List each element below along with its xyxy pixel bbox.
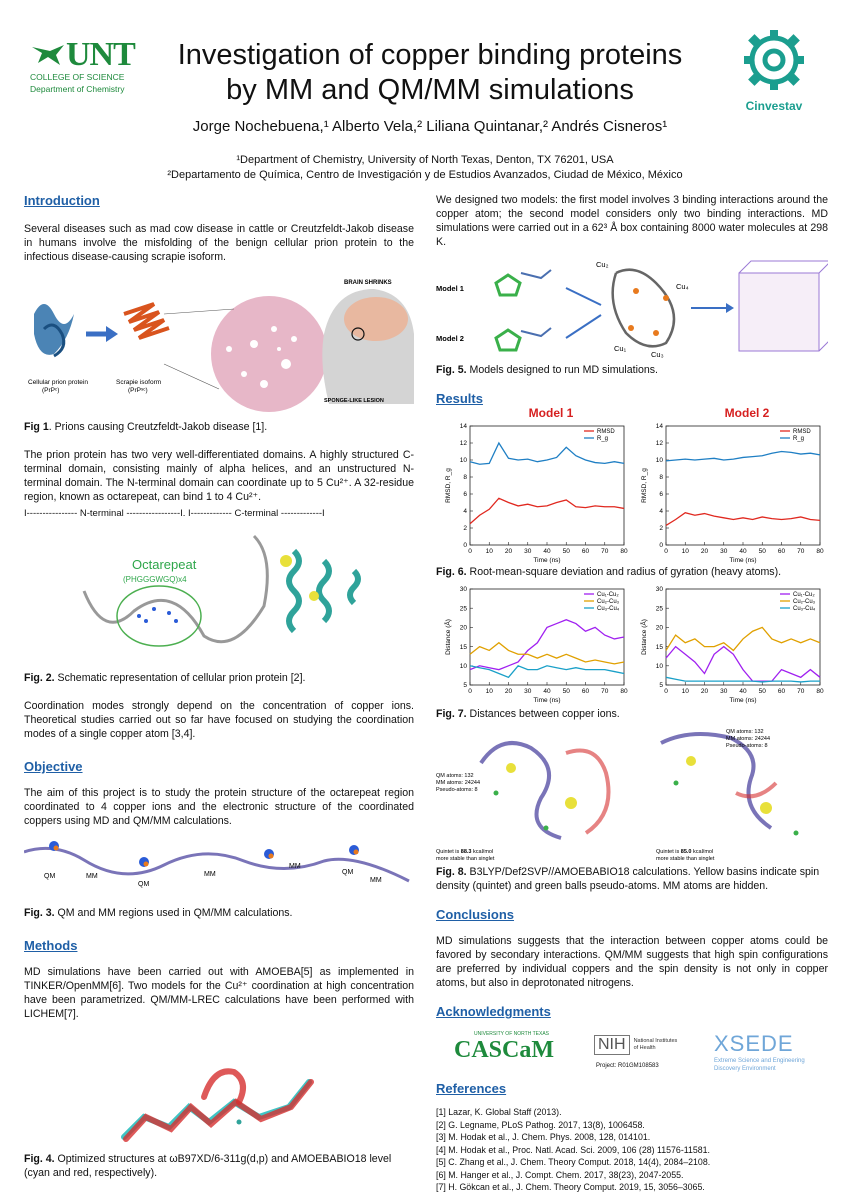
figure-5 [436,253,828,361]
fig8-right-quintet: Quintet is 85.0 kcal/mol [656,849,714,855]
series-line [470,643,624,664]
figure-2-caption-text: Schematic representation of cellular prion protein [2]. [54,672,306,684]
figure-5-caption [436,363,828,377]
introduction-paragraph-2: The prion protein has two very well-differentiated domains. A highly structured C-terminal domain, consisting mainly of alpha helices, and an unstructured N-terminal domain. The N-terminal domain can coordinate up to 5 Cu²⁺. A 32-residue region, known as octarepeat, can bind 1 to 4 Cu²⁺. [24,449,414,503]
x-tick-label: 50 [758,548,766,555]
title-line-1: Investigation of copper binding proteins [177,39,683,71]
fig8-right-info-1: QM atoms: 132 [726,729,764,735]
results-heading: Results [436,391,483,406]
domain-line: I---------------- N-terminal -----------------I. I------------- C-terminal -------------I [24,508,325,519]
figure-7-caption [436,707,828,721]
y-tick-label: 30 [459,586,467,594]
fig5-model-1-label: Model 1 [436,284,464,293]
x-axis-label: Time (ns) [729,697,757,704]
figure-7-caption-text: Distances between copper ions. [466,708,620,720]
tissue-lesion-graphic [211,296,327,412]
reference-item: [3] M. Hodak et al., J. Chem. Phys. 2008, 128, 014101. [436,1132,651,1142]
x-tick-label: 0 [468,548,472,555]
lesion-label: SPONGE-LIKE LESION [324,398,384,404]
y-axis-label: Distance (Å) [445,619,452,655]
figure-6-caption-text: Root-mean-square deviation and radius of gyration (heavy atoms). [466,566,782,578]
cinvestav-name: Cinvestav [745,99,803,113]
x-tick-label: 80 [816,688,824,695]
x-tick-label: 60 [581,688,590,695]
series-line [666,513,820,526]
y-tick-label: 4 [463,508,467,516]
x-tick-label: 70 [601,688,609,695]
x-tick-label: 30 [720,688,728,695]
figure-5-illustration [436,253,828,361]
figure-4-illustration [24,1027,414,1152]
y-tick-label: 0 [659,542,663,550]
figure-6-number: Fig. 6. [436,566,467,578]
cascam-text: CASCaM [454,1037,554,1063]
x-tick-label: 60 [777,688,786,695]
y-tick-label: 2 [659,525,663,533]
cinvestav-emblem-icon [742,28,806,92]
fig5-cu-label-2: Cu₄ [676,282,689,291]
figure-8 [436,723,828,865]
figure-1-number: Fig 1 [24,421,49,433]
figure-5-caption-text: Models designed to run MD simulations. [466,364,658,376]
legend-label: Cu₃-Cu₄ [793,606,816,612]
x-tick-label: 10 [485,688,493,695]
conclusions-heading: Conclusions [436,907,515,922]
unt-logo-text: UNT [66,36,135,73]
legend-label: RMSD [793,429,811,435]
figure-3-caption-text: QM and MM regions used in QM/MM calculations. [54,907,293,919]
figure-8-number: Fig. 8. [436,866,467,878]
x-tick-label: 20 [504,548,513,555]
legend-label: R_g [597,436,609,442]
model-1-title: Model 1 [528,406,574,420]
y-tick-label: 20 [655,624,663,632]
brain-shrinks-label: BRAIN SHRINKS [344,280,392,286]
x-tick-label: 80 [620,548,628,555]
fig8-right-info-2: MM atoms: 24244 [726,736,771,742]
xsede-logo [714,1031,828,1073]
x-tick-label: 50 [758,688,766,695]
series-line [470,666,624,678]
y-tick-label: 10 [459,457,467,465]
fig7-model-2-chart [632,583,828,705]
affiliation-2: ²Departamento de Química, Centro de Investigación y de Estudios Avanzados, Ciudad de México, México [167,169,683,181]
x-tick-label: 20 [504,688,513,695]
fig5-cu-label-1: Cu₂ [596,260,609,269]
y-axis-label: Distance (Å) [641,619,648,655]
head-brain-graphic [322,289,414,404]
figure-6 [436,420,828,565]
series-line [470,443,624,464]
y-tick-label: 30 [655,586,663,594]
references-heading: References [436,1081,507,1096]
y-tick-label: 25 [459,605,467,613]
y-axis-label: RMSD, R_g [445,468,452,503]
left-column [24,193,414,1180]
y-tick-label: 4 [659,508,663,516]
figure-3-caption [24,906,414,920]
right-column [436,193,828,1194]
nih-logo [594,1035,704,1069]
figure-2-illustration [24,521,414,671]
acknowledgment-logos [436,1027,828,1081]
x-tick-label: 40 [543,548,551,555]
figure-1-caption [24,420,414,434]
x-tick-label: 10 [681,548,689,555]
fig3-label-6: QM [342,869,354,876]
figure-2-number: Fig. 2. [24,672,55,684]
scrapie-label: Scrapie isoform [116,379,162,386]
x-tick-label: 40 [739,688,747,695]
x-tick-label: 20 [700,688,709,695]
figure-3-number: Fig. 3. [24,907,55,919]
octarepeat-label: Octarepeat [132,557,197,572]
cellular-label: Cellular prion protein [28,379,88,386]
x-tick-label: 70 [797,548,805,555]
x-tick-label: 80 [620,688,628,695]
title-line-2: by MM and QM/MM simulations [226,74,634,106]
y-tick-label: 14 [655,423,663,431]
reference-item: [6] M. Hanger et al., J. Compt. Chem. 2017, 38(23), 2047-2055. [436,1169,684,1180]
y-tick-label: 5 [659,682,663,690]
y-tick-label: 2 [463,525,467,533]
figure-1-illustration [24,274,414,414]
scrapie-isoform-graphic [124,304,169,338]
y-tick-label: 15 [655,643,663,651]
x-tick-label: 60 [581,548,590,555]
legend-label: R_g [793,436,805,442]
fig6-model-1-chart [436,420,632,565]
figure-8-caption [436,865,828,893]
xsede-text: XSEDE [714,1031,794,1056]
y-tick-label: 12 [655,440,663,448]
legend-label: Cu₁-Cu₂ [793,592,815,598]
y-tick-label: 6 [463,491,467,499]
fig3-label-1: QM [44,873,56,880]
reference-item: [5] C. Zhang et al., J. Chem. Theory Comput. 2018, 14(4), 2084–2108. [436,1157,711,1167]
cascam-top-text: UNIVERSITY OF NORTH TEXAS [474,1031,550,1037]
cellular-sub-label: (PrPᶜ) [42,387,60,394]
chart-frame [470,426,624,545]
y-tick-label: 12 [459,440,467,448]
y-tick-label: 10 [655,457,663,465]
octarepeat-sequence: (PHGGGWGQ)x4 [123,575,187,584]
figure-2-caption [24,671,414,685]
reference-item: [1] Lazar, K. Global Staff (2013). [436,1107,562,1117]
x-tick-label: 40 [739,548,747,555]
y-tick-label: 14 [459,423,467,431]
x-tick-label: 30 [720,548,728,555]
x-tick-label: 50 [562,688,570,695]
authors: Jorge Nochebuena,¹ Alberto Vela,² Liliana Quintanar,² Andrés Cisneros¹ [192,118,668,135]
x-tick-label: 70 [797,688,805,695]
y-tick-label: 5 [463,682,467,690]
introduction-heading: Introduction [24,193,100,208]
fig8-left-info-1: QM atoms: 132 [436,773,474,779]
fig5-cu-label-3: Cu₁ [614,344,627,353]
fig8-left-quintet: Quintet is 88.3 kcal/mol [436,849,494,855]
chart-frame [666,426,820,545]
legend-label: Cu₁-Cu₂ [597,592,619,598]
x-tick-label: 60 [777,548,786,555]
fig3-label-2: MM [86,873,98,880]
y-tick-label: 10 [655,663,663,670]
affiliation-1: ¹Department of Chemistry, University of North Texas, Denton, TX 76201, USA [236,154,614,166]
unt-logo [30,36,145,102]
reference-item: [7] H. Gökcan et al., J. Chem. Theory Comput. 2019, 15, 3056–3065. [436,1182,705,1192]
figure-1-caption-text: . Prions causing Creutzfeldt-Jakob disease [1]. [48,421,268,433]
model-2-title: Model 2 [724,406,770,420]
objective-paragraph: The aim of this project is to study the protein structure of the octarepeat region coordinated to 4 copper ions and the electronic structure of the coordinated coppers using MD and QM/MM calculations. [24,787,414,827]
x-tick-label: 0 [664,688,668,695]
figure-5-number: Fig. 5. [436,364,467,376]
x-tick-label: 0 [664,548,668,555]
affiliations [60,153,790,183]
project-number: Project: R01GM108583 [596,1063,659,1069]
nih-subtext: National Institutes of Health [633,1038,678,1051]
series-line [470,498,624,524]
y-tick-label: 25 [655,605,663,613]
x-tick-label: 0 [468,688,472,695]
fig3-label-5: MM [289,863,301,870]
introduction-paragraph-3: Coordination modes strongly depend on the concentration of copper ions. Theoretical studies carried out so far have focused on studying the coordination modes of a single copper atom [3,4]. [24,700,414,740]
x-axis-label: Time (ns) [533,697,561,704]
y-tick-label: 8 [659,474,663,482]
fig8-left-info-3: Pseudo-atoms: 8 [436,787,478,793]
fig3-label-3: QM [138,881,150,888]
fig8-left-quintet-2: more stable than singlet [436,856,495,862]
figure-4-number: Fig. 4. [24,1153,55,1165]
fig3-label-4: MM [204,871,216,878]
series-line [666,647,820,682]
figure-2 [24,521,414,671]
series-line [666,452,820,461]
c-terminal-helices [289,551,358,631]
x-tick-label: 80 [816,548,824,555]
figure-4-caption [24,1152,414,1180]
x-axis-label: Time (ns) [729,557,757,564]
x-tick-label: 70 [601,548,609,555]
fig5-model-2-label: Model 2 [436,334,464,343]
fig3-label-7: MM [370,877,382,884]
scrapie-sub-label: (PrPˢᶜ) [128,387,148,394]
y-tick-label: 6 [659,491,663,499]
nih-text: NIH [594,1035,630,1055]
figure-3-illustration [24,834,414,906]
y-axis-label: RMSD, R_g [641,468,648,503]
water-box-graphic [739,261,828,351]
y-tick-label: 0 [463,542,467,550]
figure-7 [436,583,828,705]
cinvestav-logo [738,28,810,113]
y-tick-label: 20 [459,624,467,632]
figure-4 [24,1027,414,1152]
objective-heading: Objective [24,759,83,774]
poster-title [150,38,710,108]
fig8-left-info-2: MM atoms: 24244 [436,780,481,786]
reference-list [436,1106,828,1194]
cascam-logo [444,1031,574,1063]
legend-label: Cu₂-Cu₃ [793,599,816,605]
figure-4-caption-text: Optimized structures at ωB97XD/6-311g(d,p) and AMOEBABIO18 level (cyan and red, respectively). [24,1153,392,1179]
models-paragraph: We designed two models: the first model involves 3 binding interactions around the copper atom; the second model considers only two binding interactions. MD simulations were carried out in a 62³ Å box containing 8000 water molecules at 298 K. [436,194,828,248]
x-tick-label: 40 [543,688,551,695]
conversion-arrow-head [106,326,118,342]
legend-label: RMSD [597,429,615,435]
x-tick-label: 20 [700,548,709,555]
series-line [666,677,820,682]
reference-item: [4] M. Hodak et al., Proc. Natl. Acad. Sci. 2009, 106 (28) 11576-11581. [436,1144,711,1155]
figure-8-illustration [436,723,828,865]
x-tick-label: 30 [524,688,532,695]
fig8-right-info-3: Pseudo-atoms: 8 [726,743,768,749]
x-tick-label: 10 [681,688,689,695]
figure-3 [24,834,414,906]
conclusions-paragraph: MD simulations suggests that the interaction between copper atoms could be favored by secondary interactions. QM/MM suggests that high spin configurations are preferred by individual coppers and the spin density is not only in copper atoms, but also in deprotonated nitrogens. [436,935,828,989]
fig5-cu-label-4: Cu₃ [651,350,664,359]
cellular-prion-graphic [34,304,74,356]
x-tick-label: 30 [524,548,532,555]
legend-label: Cu₃-Cu₄ [597,606,620,612]
series-line [470,620,624,670]
methods-heading: Methods [24,938,78,953]
figure-8-caption-text: B3LYP/Def2SVP//AMOEBABIO18 calculations. Yellow basins indicate spin density (quintet) and green balls pseudo-atoms. MM atoms are hidden. [436,866,820,892]
introduction-paragraph-1: Several diseases such as mad cow disease in cattle or Creutzfeldt-Jakob disease in humans involve the misfolding of the benign cellular prion protein to the infectious disease-causing scrapie isoform. [24,223,414,263]
y-tick-label: 10 [459,663,467,670]
fig7-model-1-chart [436,583,632,705]
figure-7-number: Fig. 7. [436,708,467,720]
series-line [666,627,820,650]
legend-label: Cu₂-Cu₃ [597,599,620,605]
x-tick-label: 50 [562,548,570,555]
xsede-subtext: Extreme Science and Engineering Discovery Environment [714,1058,805,1072]
figure-6-caption [436,565,828,579]
figure-1 [24,274,414,414]
fig8-right-quintet-2: more stable than singlet [656,856,715,862]
methods-paragraph: MD simulations have been carried out with AMOEBA[5] as implemented in TINKER/OpenMM[6]. Two models for the Cu²⁺ coordination at high concentration have been parametrized. QM/MM-LREC calculations have been performed with LICHEM[7]. [24,966,414,1020]
unt-college: COLLEGE OF SCIENCE [30,72,125,82]
x-axis-label: Time (ns) [533,557,561,564]
y-tick-label: 8 [463,474,467,482]
unt-department: Department of Chemistry [30,84,125,94]
eagle-icon [30,41,66,69]
y-tick-label: 15 [459,643,467,651]
reference-item: [2] G. Legname, PLoS Pathog. 2017, 13(8), 1006458. [436,1119,645,1130]
x-tick-label: 10 [485,548,493,555]
acknowledgments-heading: Acknowledgments [436,1004,551,1019]
fig6-model-2-chart [632,420,828,565]
